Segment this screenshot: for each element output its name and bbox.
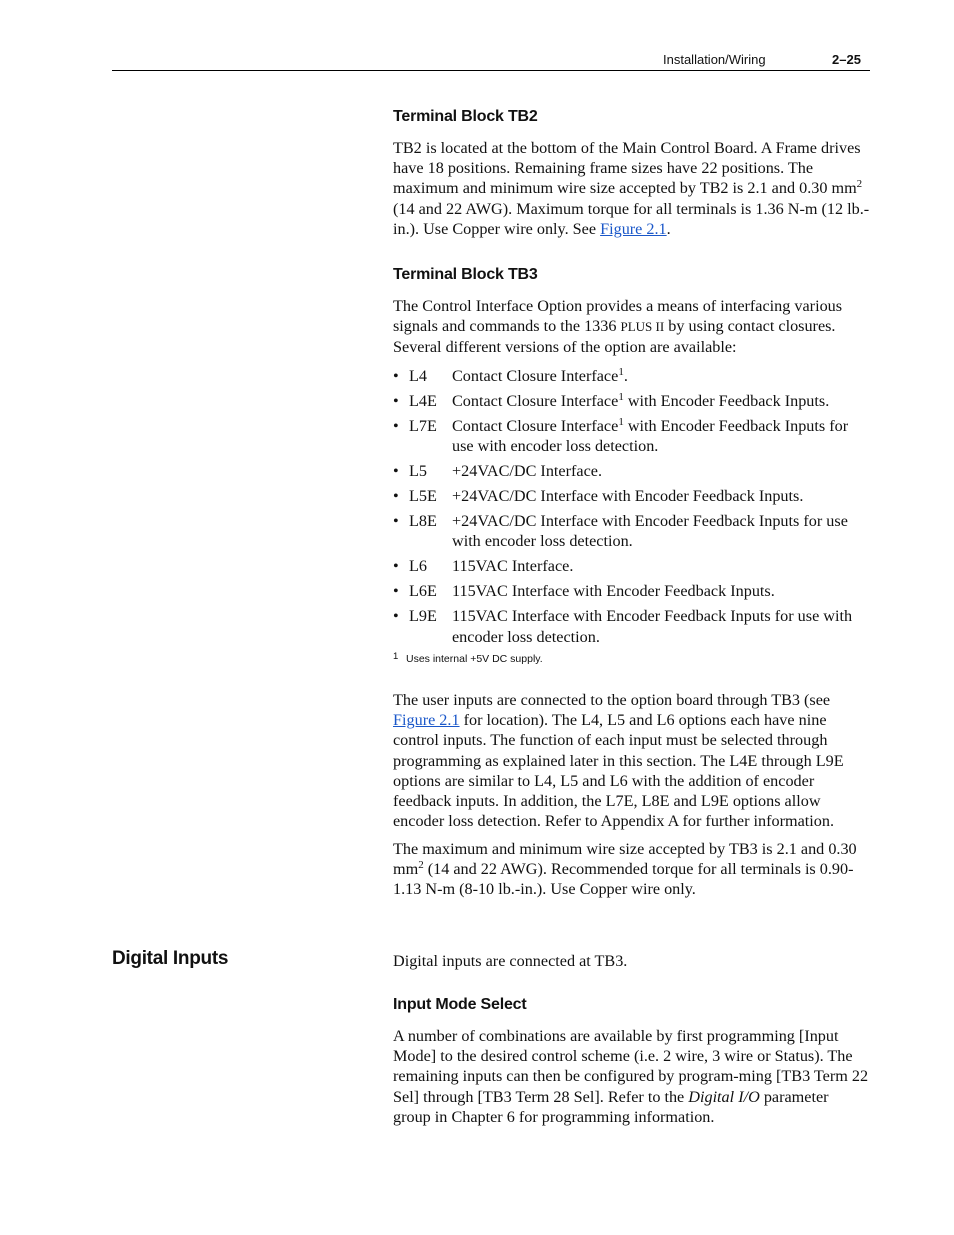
option-description-cont: with Encoder Feedback Inputs for use with encoder loss detection.: [452, 417, 849, 456]
option-code: L4E: [409, 392, 437, 410]
digital-io-group-name: Digital I/O: [688, 1087, 760, 1106]
digital-inputs-text: Digital inputs are connected at TB3.: [393, 952, 628, 970]
option-list: [393, 366, 870, 647]
option-code: L8E: [409, 512, 437, 531]
bullet: •: [393, 462, 399, 481]
tb3-p3-text-a: The maximum and minimum wire size accepted by TB3 is 2.1 and 0.30 mm: [393, 840, 857, 879]
tb3-intro-paragraph: [393, 296, 870, 358]
option-code: L4: [409, 367, 427, 385]
bullet: •: [393, 557, 399, 576]
footnote-reference: 1: [618, 416, 624, 428]
option-item-l7e: [393, 416, 870, 456]
figure-2-1-link-2[interactable]: Figure 2.1: [393, 711, 460, 730]
option-item-l8e: [393, 511, 870, 551]
bullet: •: [393, 487, 399, 506]
option-description: 115VAC Interface with Encoder Feedback Inputs for use with encoder loss detection.: [452, 607, 853, 646]
tb3-p2-text-b: for location). The L4, L5 and L6 options each have nine control inputs. The function of each input must be selected through programming as explained later in this section. The L4E through L9E options are similar to L4, L5 and L6 with the addition of encoder feedback inputs. In addition, the L7E, L8E and L9E options allow encoder loss detection. Refer to Appendix A for further information.: [393, 711, 844, 831]
option-description: +24VAC/DC Interface with Encoder Feedback Inputs for use with encoder loss detection.: [452, 512, 848, 551]
footnote-mark: 1: [393, 650, 399, 662]
bullet: •: [393, 392, 399, 410]
option-code: L9E: [409, 607, 437, 626]
tb2-text-c: .: [666, 219, 671, 238]
bullet: •: [393, 607, 399, 626]
running-header: [112, 52, 870, 70]
option-item-l4: [393, 366, 870, 386]
option-code: L6E: [409, 582, 437, 601]
option-item-l6e: [393, 581, 870, 601]
option-description-cont: with Encoder Feedback Inputs.: [623, 392, 830, 410]
input-mode-paragraph: [393, 1026, 870, 1127]
tb2-heading: Terminal Block TB2: [393, 108, 538, 125]
input-mode-heading: Input Mode Select: [393, 996, 527, 1013]
input-mode-text-a: A number of combinations are available by first programming [Input Mode] to the desired control scheme (i.e. 2 wire, 3 wire or Status). The remaining inputs can then be configured by program-ming [TB3 Term 22 Sel] through [TB3 Term 28 Sel]. Refer to the: [393, 1027, 869, 1106]
header-rule: [112, 70, 870, 71]
options-block: [393, 366, 870, 665]
tb3-intro-text-b: by using contact closures. Several different versions of the option are available:: [393, 317, 836, 357]
option-description-cont: .: [623, 367, 628, 385]
option-description: 115VAC Interface with Encoder Feedback Inputs.: [452, 582, 775, 601]
option-description: +24VAC/DC Interface with Encoder Feedback Inputs.: [452, 487, 804, 506]
option-code: L6: [409, 557, 427, 576]
option-item-l6: [393, 556, 870, 576]
figure-2-1-link[interactable]: Figure 2.1: [600, 219, 667, 238]
footnote-reference: 1: [618, 391, 624, 403]
tb3-heading: Terminal Block TB3: [393, 266, 538, 283]
tb3-user-inputs-paragraph: [393, 690, 870, 831]
option-item-l9e: [393, 606, 870, 646]
bullet: •: [393, 512, 399, 531]
option-code: L5: [409, 462, 427, 481]
input-mode-text-b: parameter group in Chapter 6 for programming information.: [393, 1087, 829, 1126]
option-code: L5E: [409, 487, 437, 506]
tb3-wire-size-paragraph: [393, 839, 870, 900]
tb3-superscript: 2: [418, 859, 424, 872]
tb2-text-b: (14 and 22 AWG). Maximum torque for all terminals is 1.36 N-m (12 lb.-in.). Use Copper wire only. See: [393, 199, 870, 238]
product-name-plus-ii: PLUS II: [620, 319, 665, 335]
header-section-title: Installation/Wiring: [663, 52, 766, 67]
footnote: [393, 650, 870, 665]
option-item-l5e: [393, 486, 870, 506]
tb3-intro-text-a: The Control Interface Option provides a means of interfacing various signals and commands to the 1336: [393, 297, 843, 336]
bullet: •: [393, 582, 399, 601]
option-description: +24VAC/DC Interface.: [452, 462, 602, 481]
tb2-superscript: 2: [856, 178, 863, 191]
option-description: Contact Closure Interface: [452, 417, 619, 435]
footnote-text: Uses internal +5V DC supply.: [406, 652, 543, 665]
footnote-reference: 1: [618, 366, 624, 378]
header-page-number: 2–25: [832, 52, 861, 67]
option-description: Contact Closure Interface: [452, 367, 619, 385]
bullet: •: [393, 417, 399, 435]
option-description: 115VAC Interface.: [452, 557, 574, 576]
digital-inputs-heading: Digital Inputs: [112, 948, 229, 969]
tb2-paragraph: [393, 138, 870, 239]
tb3-p3-text-b: (14 and 22 AWG). Recommended torque for all terminals is 0.90-1.13 N-m (8-10 lb.-in.). Use Copper wire only.: [393, 860, 854, 899]
option-description: Contact Closure Interface: [452, 392, 619, 410]
tb2-text-a: TB2 is located at the bottom of the Main Control Board. A Frame drives have 18 positions. Remaining frame sizes have 22 positions. The maximum and minimum wire size accepted by TB2 is 2.1 and 0.30 mm: [393, 139, 861, 198]
option-item-l5: [393, 461, 870, 481]
option-code: L7E: [409, 417, 437, 435]
bullet: •: [393, 367, 399, 385]
tb3-p2-text-a: The user inputs are connected to the option board through TB3 (see: [393, 691, 831, 709]
option-item-l4e: [393, 391, 870, 411]
